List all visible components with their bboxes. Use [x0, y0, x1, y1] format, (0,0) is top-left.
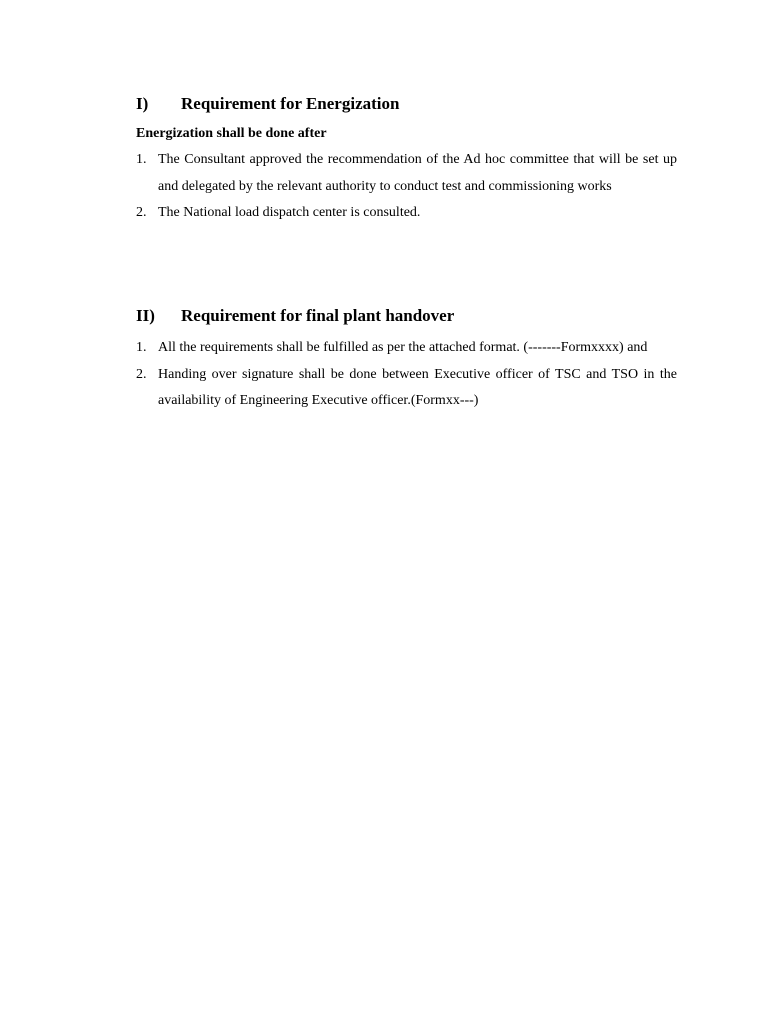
section-subtitle: Energization shall be done after	[136, 126, 327, 141]
section-number: II)	[136, 306, 155, 325]
list-item	[136, 362, 677, 415]
section-energization	[136, 94, 677, 227]
section-number: I)	[136, 94, 149, 113]
requirement-list	[136, 147, 677, 227]
item-number: 1.	[136, 340, 147, 355]
section-heading	[136, 94, 677, 114]
item-text: Handing over signature shall be done between Executive officer of TSC and TSO in the availability of Engineering Executive officer.(Formxx---)	[158, 366, 677, 408]
section-heading	[136, 306, 677, 326]
item-text: The Consultant approved the recommendation of the Ad hoc committee that will be set up and delegated by the relevant authority to conduct test and commissioning works	[158, 152, 677, 194]
section-title: Requirement for Energization	[181, 94, 400, 113]
item-text: The National load dispatch center is consulted.	[158, 205, 421, 220]
item-number: 2.	[136, 205, 147, 220]
item-number: 2.	[136, 366, 147, 382]
section-final-plant-handover	[136, 306, 677, 415]
section-title: Requirement for final plant handover	[181, 306, 455, 325]
item-text: All the requirements shall be fulfilled as per the attached format. (-------Formxxxx) and	[158, 340, 648, 355]
list-item	[136, 200, 677, 227]
requirement-list	[136, 335, 677, 415]
item-number: 1.	[136, 152, 147, 167]
list-item	[136, 335, 677, 362]
list-item	[136, 147, 677, 200]
